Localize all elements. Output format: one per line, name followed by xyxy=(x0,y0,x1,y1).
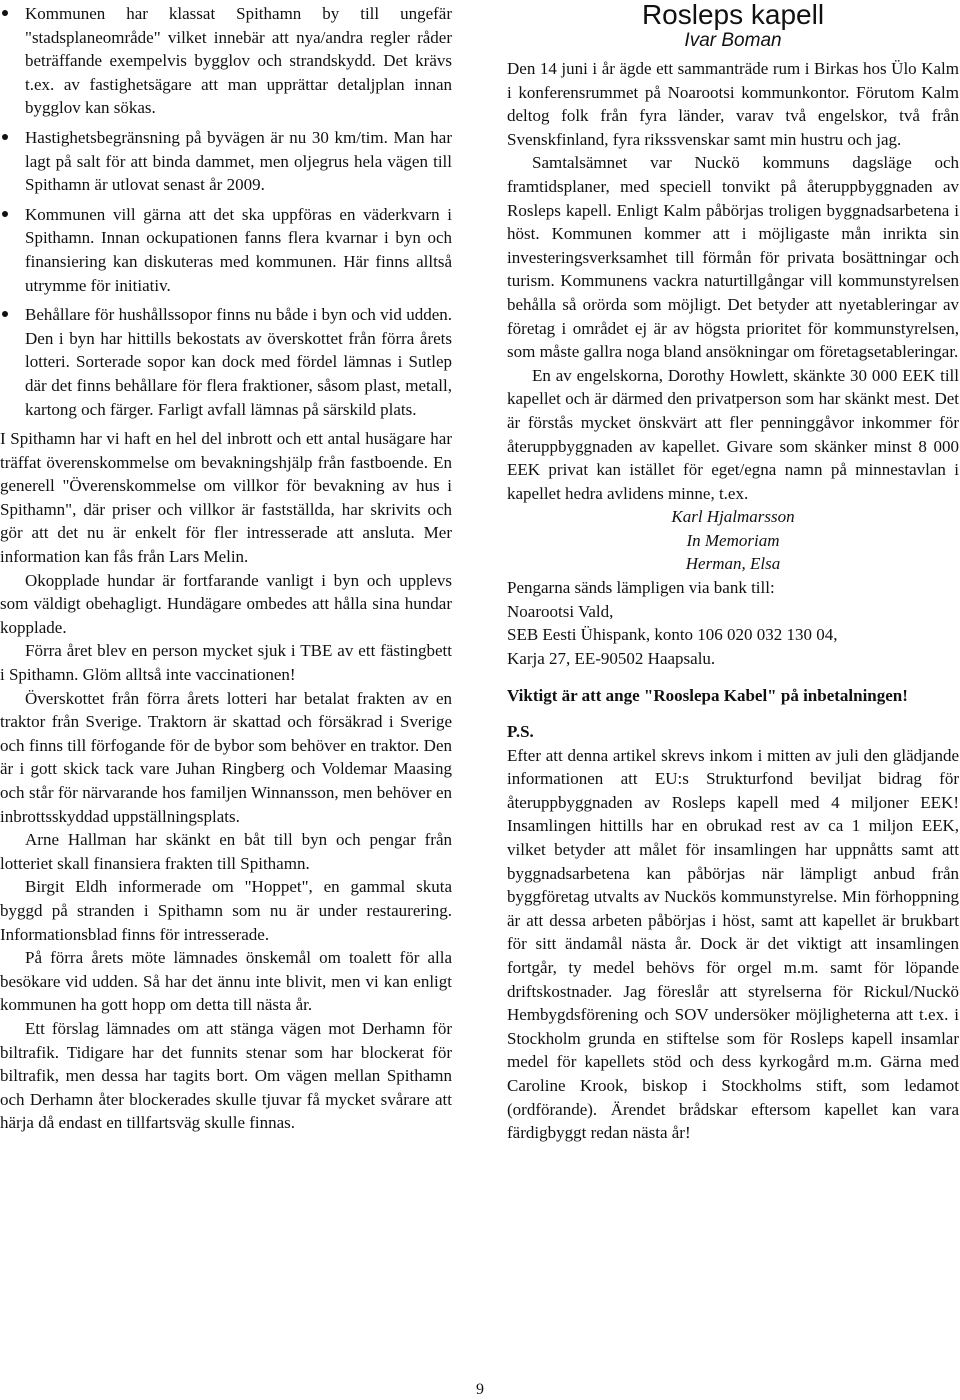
bank-line: Noarootsi Vald, xyxy=(507,601,614,621)
bullet-list xyxy=(0,0,452,421)
paragraph-boat: Arne Hallman har skänkt en båt till byn och pengar från lotteriet skall finansiera frakten till Spithamn. xyxy=(0,830,452,873)
ps-paragraph: Efter att denna artikel skrevs inkom i mitten av juli den glädjande informationen att EU:s Strukturfond beviljat bidrag för återuppbyggnaden av Rosleps kapell med 4 miljoner EEK! Insamlingen hittills har en obrukad rest av ca 1 miljon EEK, vilket betyder att målet för insamlingen har uppnåtts samt att byggnadsarbetena kan påbörjas när lämpligt anbud från byggföretag utvalts av Nuckös kommunstyrelse. Min förhoppning är att dessa arbeten påbörjas i höst, samt att kapellet är brukbart för sitt ändamål nästa år. Dock är det viktigt att insamlingen fortgår, ty medel behövs för orgel m.m. samt för löpande driftskostnader. Jag föreslår att styrelserna för Rickul/Nuckö Hembygdsförening och SOV undersöker möjligheterna att t.ex. i Stockholm grunda en stiftelse som för Rosleps kapell insamlar medel för kapellets stöd och dess kyrkogård m.m. Gärna med Caroline Krook, biskop i Stockholms stift, som ledamot (ordförande). Ärendet brådskar eftersom kapellet kan vara färdigbyggt redan nästa år! xyxy=(507,745,959,1143)
bank-line: Karja 27, EE-90502 Haapsalu. xyxy=(507,648,716,668)
paragraph-tbe: Förra året blev en person mycket sjuk i TBE av ett fästingbett i Spithamn. Glöm alltså inte vaccinationen! xyxy=(0,641,452,685)
paragraph-topic: Samtalsämnet var Nuckö kommuns dagsläge och framtidsplaner, med speciell tonvikt på återuppbyggnaden av Rosleps kapell. Enligt Kalm påbörjas troligen byggnadsarbetena i höst. Kommunen kommer att i möjligaste mån inrikta sin investeringsverksamhet till förmån för privata bosättningar och turism. Kommunens vackra naturtillgångar vill kommunstyrelsen behålla så orörda som möjligt. Det betyder att nyetableringar av företag i området ej är av högsta prioritet för kommunstyrelsen, som måste gallra noga bland ansökningar om företagsetableringar. xyxy=(507,153,959,362)
paragraph-dogs: Okopplade hundar är fortfarande vanligt i byn och upplevs som väldigt obehagligt. Hundägare ombedes att hålla sina hundar kopplade. xyxy=(0,570,452,637)
memorial-line: Karl Hjalmarsson xyxy=(671,507,795,527)
article-title: Rosleps kapell xyxy=(641,0,825,30)
memorial-line: Herman, Elsa xyxy=(685,554,781,574)
paragraph-road: Ett förslag lämnades om att stänga vägen mot Derhamn för biltrafik. Tidigare har det funnits stenar som har blockerat för biltrafik, men dessa har tagits bort. Om vägen mellan Spithamn och Derhamn åter blockerades skulle tjuvar få mycket svårare att härja då endast en tillfartsväg skulle finnas. xyxy=(0,1018,452,1133)
article-author: Ivar Boman xyxy=(684,30,782,51)
bullet-item: Kommunen har klassat Spithamn by till ungefär "stadsplaneområde" vilket innebär att nya/andra regler råder beträffande exempelvis bygglov och strandskydd. Det krävs t.ex. av fastighetsägare att man upprättar detaljplan innan bygglov kan sökas. xyxy=(0,2,452,120)
paragraph-toilet: På förra årets möte lämnades önskemål om toalett för alla besökare vid udden. Så har det ännu inte blivit, men vi kan enligt kommunen ha gott hopp om detta till nästa år. xyxy=(0,948,452,1015)
bank-line: SEB Eesti Ühispank, konto 106 020 032 130 04, xyxy=(507,625,838,645)
bullet-item: Behållare för hushållssopor finns nu både i byn och vid udden. Den i byn har hittills bekostats av överskottet från förra årets lotteri. Sorterade sopor kan dock med fördel lämnas i Sutlep där det finns behållare för flera fraktioner, såsom plast, metall, kartong och färger. Farligt avfall lämnas på särskild plats. xyxy=(0,303,452,421)
paragraph-meeting: Den 14 juni i år ägde ett sammanträde rum i Birkas hos Ülo Kalm i konferensrummet på Noarootsi kommunkontor. Förutom Kalm deltog folk från fyra länder, varav två engelskor, två från Svenskfinland, fyra rikssvenskar samt min hustru och jag. xyxy=(507,59,959,149)
bullet-item: Kommunen vill gärna att det ska uppföras en väderkvarn i Spithamn. Innan ockupationen fanns flera kvarnar i byn och finansiering kan diskuteras med kommunen. Här finns alltså utrymme för initiativ. xyxy=(0,203,452,297)
paragraph-burglary: I Spithamn har vi haft en hel del inbrott och ett antal husägare har träffat överenskommelse om bevakningshjälp från fastboende. En generell "Överenskommelse om villkor för bevakning av hus i Spithamn", där priser och villkor är fastställda, har skrivits och gör att det nu är enkelt för fler intresserade att ansluta. Mer information kan fås från Lars Melin. xyxy=(0,429,452,567)
paragraph-hoppet: Birgit Eldh informerade om "Hoppet", en gammal skuta byggd på stranden i Spithamn som nu är under restaurering. Informationsblad finns för intresserade. xyxy=(0,877,452,944)
important-note: Viktigt är att ange "Rooslepa Kabel" på inbetalningen! xyxy=(507,686,908,706)
memorial-line: In Memoriam xyxy=(686,530,780,550)
left-column xyxy=(0,0,452,1135)
bullet-item: Hastighetsbegränsning på byvägen är nu 30 km/tim. Man har lagt på salt för att binda dammet, men oljegrus hela vägen till Spithamn är utlovat senast år 2009. xyxy=(0,126,452,197)
ps-label: P.S. xyxy=(507,722,534,742)
paragraph-tractor: Överskottet från förra årets lotteri har betalat frakten av en traktor från Sverige. Traktorn är skattad och försäkrad i Sverige och finns till förfogande för de bybor som behöver en traktor. Den är i gott skick tack vare Juhan Ringberg och Voldemar Maasing och står för närvarande hos familjen Winnansson, men behöver en inbrottsskyddad uppställningsplats. xyxy=(0,688,452,826)
bank-line: Pengarna sänds lämpligen via bank till: xyxy=(507,578,775,598)
right-column xyxy=(507,0,959,1145)
page-number: 9 xyxy=(476,1381,484,1398)
paragraph-donation: En av engelskorna, Dorothy Howlett, skänkte 30 000 EEK till kapellet och är därmed den privatperson som har skänkt mest. Det är förstås mycket önskvärt att fler penninggåvor inkommer för återuppbyggnaden av kapellet. Givare som skänker minst 8 000 EEK privat kan istället för eget/egna namn på minnestavlan i kapellet hedra avlidens minne, t.ex. xyxy=(507,365,959,503)
